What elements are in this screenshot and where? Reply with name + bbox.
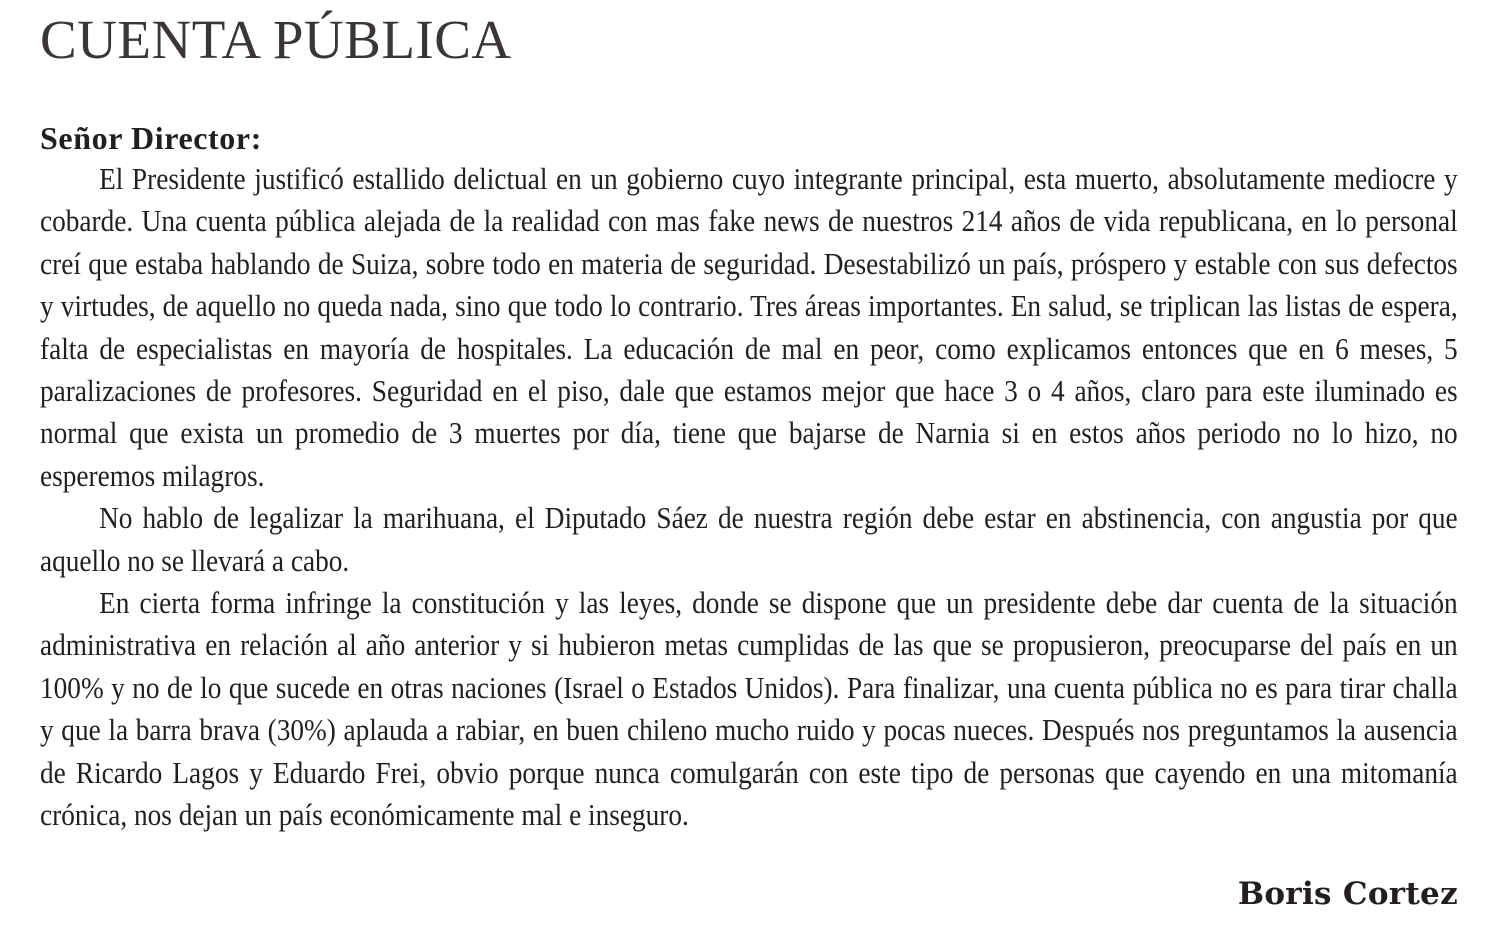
salutation: Señor Director: [40, 120, 262, 156]
paragraph-2: No hablo de legalizar la marihuana, el Diputado Sáez de nuestra región debe estar en abstinencia, con angustia por que aquello no se llevará a cabo. [40, 501, 1458, 578]
letter-body [40, 158, 1458, 837]
headline: CUENTA PÚBLICA [40, 9, 512, 70]
author-signature: Boris Cortez [1237, 876, 1458, 912]
paragraph-1: El Presidente justificó estallido delictual en un gobierno cuyo integrante principal, esta muerto, absolutamente mediocre y cobarde. Una cuenta pública alejada de la realidad con mas fake news de nuestros 214 años de vida republicana, en lo personal creí que estaba hablando de Suiza, sobre todo en materia de seguridad. Desestabilizó un país, próspero y estable con sus defectos y virtudes, de aquello no queda nada, sino que todo lo contrario. Tres áreas importantes. En salud, se triplican las listas de espera, falta de especialistas en mayoría de hospitales. La educación de mal en peor, como explicamos entonces que en 6 meses, 5 paralizaciones de profesores. Seguridad en el piso, dale que estamos mejor que hace 3 o 4 años, claro para este iluminado es normal que exista un promedio de 3 muertes por día, tiene que bajarse de Narnia si en estos años periodo no lo hizo, no esperemos milagros. [40, 162, 1458, 493]
paragraph-3: En cierta forma infringe la constitución y las leyes, donde se dispone que un presidente debe dar cuenta de la situación administrativa en relación al año anterior y si hubieron metas cumplidas de las que se propusieron, preocuparse del país en un 100% y no de lo que sucede en otras naciones (Israel o Estados Unidos). Para finalizar, una cuenta pública no es para tirar challa y que la barra brava (30%) aplauda a rabiar, en buen chileno mucho ruido y pocas nueces. Después nos preguntamos la ausencia de Ricardo Lagos y Eduardo Frei, obvio porque nunca comulgarán con este tipo de personas que cayendo en una mitomanía crónica, nos dejan un país económicamente mal e inseguro. [40, 586, 1458, 833]
letter-page [40, 0, 1458, 932]
